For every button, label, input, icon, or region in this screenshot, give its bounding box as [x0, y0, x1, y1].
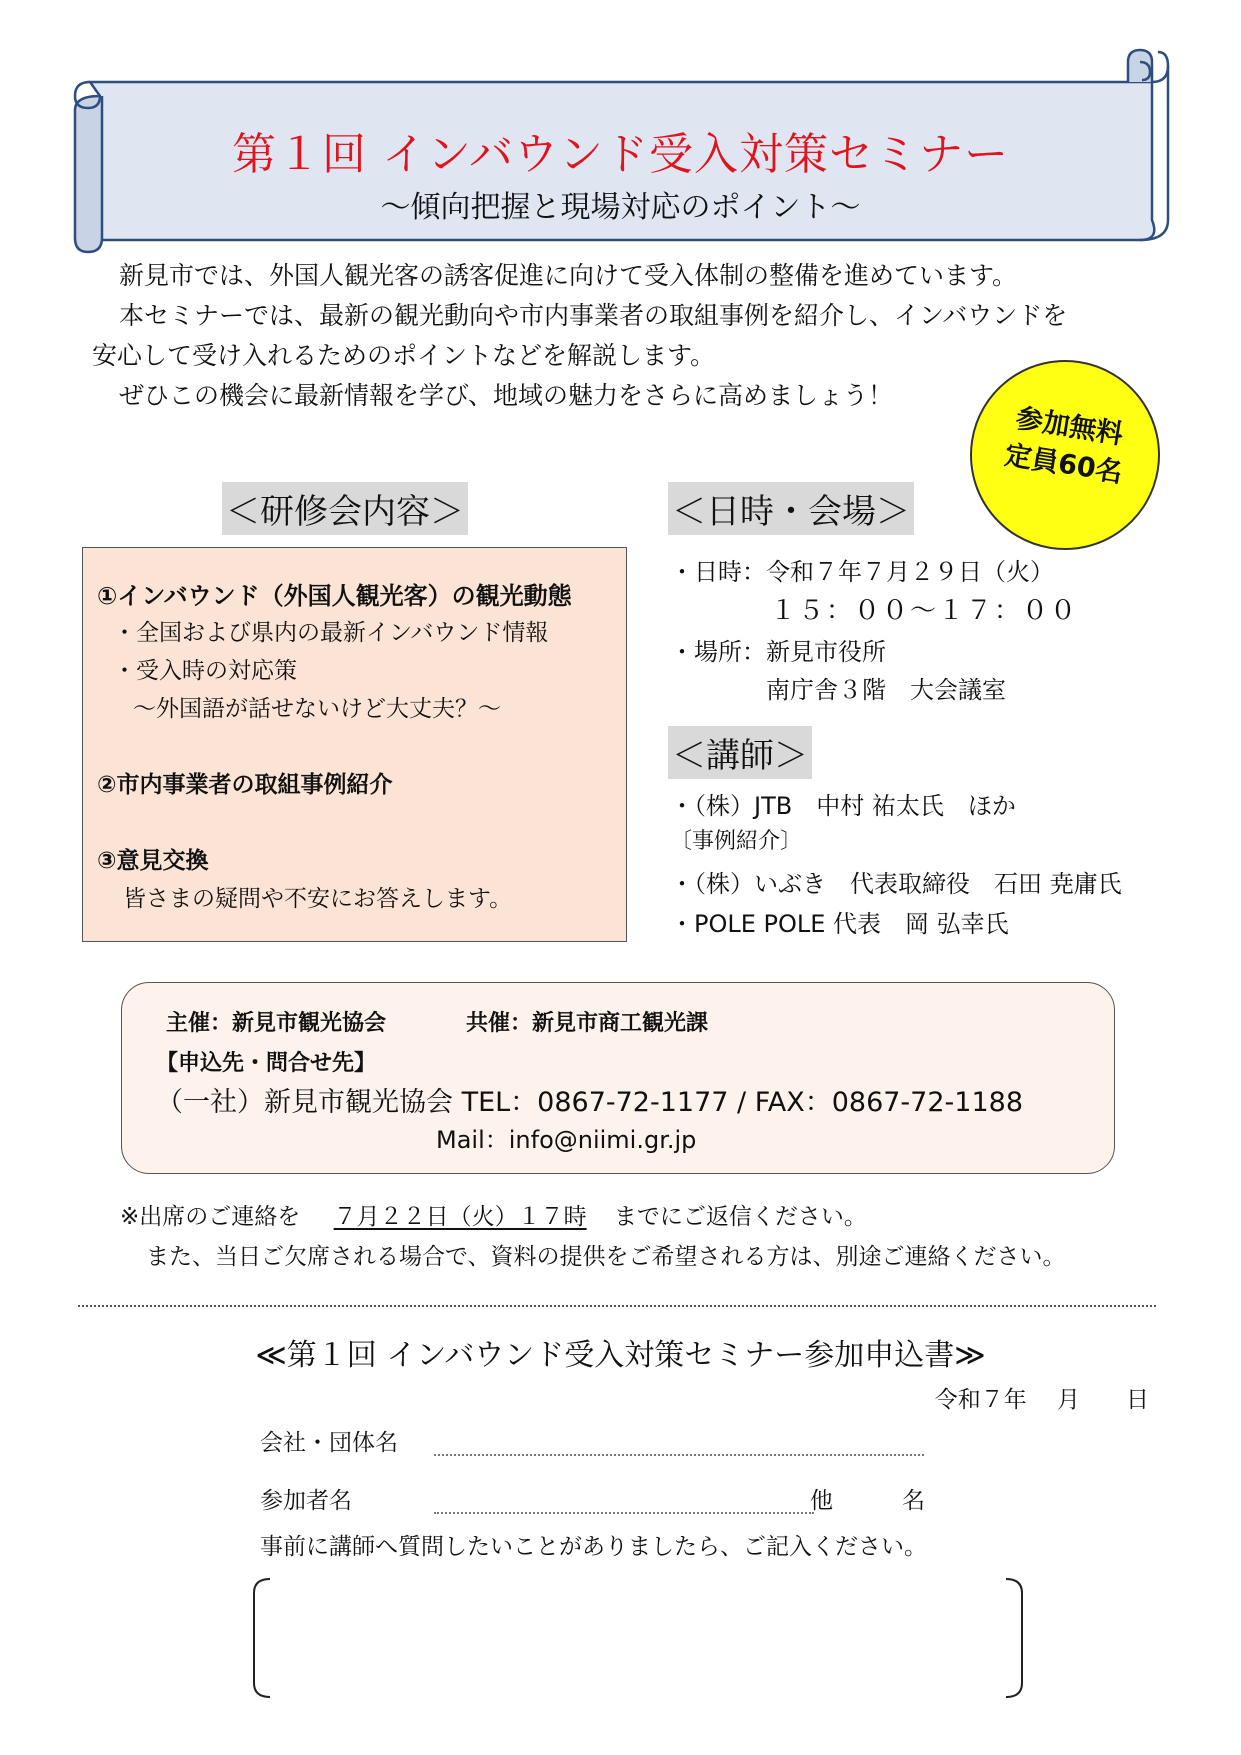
- intro-line-2: 本セミナーでは、最新の観光動向や市内事業者の取組事例を紹介し、インバウンドを: [119, 301, 1068, 330]
- rsvp-deadline: ７月２２日（火）１７時: [333, 1204, 587, 1230]
- badge-line-1: 参加無料: [1013, 403, 1126, 451]
- content-item-3-sub: 皆さまの疑問や不安にお答えします。: [123, 886, 513, 912]
- cohost-label: 共催：新見市商工観光課: [466, 1011, 709, 1036]
- intro-text: [92, 256, 1067, 416]
- content-item-3: ③意見交換: [97, 848, 209, 874]
- event-time: １５：００～１７：００: [770, 596, 1079, 626]
- others-count-label: 他 名: [810, 1488, 925, 1514]
- intro-line-4: ぜひこの機会に最新情報を学び、地域の魅力をさらに高めましょう！: [119, 381, 894, 410]
- rsvp-note-pre: ※出席のご連絡を: [120, 1204, 301, 1230]
- intro-line-1: 新見市では、外国人観光客の誘客促進に向けて受入体制の整備を進めています。: [119, 261, 1018, 290]
- form-title: ≪第１回 インバウンド受入対策セミナー参加申込書≫: [255, 1338, 986, 1373]
- datetime-section-heading: ＜日時・会場＞: [668, 482, 914, 535]
- company-input[interactable]: [434, 1454, 924, 1456]
- content-section-heading: ＜研修会内容＞: [222, 482, 468, 535]
- content-item-1-sub-3: ～外国語が話せないけど大丈夫？～: [133, 696, 501, 722]
- participant-label: 参加者名: [260, 1488, 352, 1514]
- intro-line-3: 安心して受け入れるためのポイントなどを解説します。: [92, 341, 716, 370]
- content-item-1-sub-2: ・受入時の対応策: [113, 658, 297, 684]
- participant-input[interactable]: [434, 1512, 814, 1514]
- form-date: 令和７年 月 日: [934, 1387, 1149, 1413]
- lecturer-section-heading: ＜講師＞: [668, 726, 812, 779]
- badge-line-2: 定員60名: [1002, 439, 1125, 489]
- absence-note: また、当日ご欠席される場合で、資料の提供をご希望される方は、別途ご連絡ください。: [146, 1244, 1066, 1270]
- rsvp-note-post: までにご返信ください。: [613, 1204, 867, 1230]
- case-study-label: 〔事例紹介〕: [670, 829, 803, 854]
- host-label: 主催：新見市観光協会: [166, 1011, 387, 1036]
- contact-mail[interactable]: Mail：info@niimi.gr.jp: [436, 1126, 697, 1154]
- event-room: 南庁舎３階 大会議室: [766, 676, 1006, 704]
- question-input-area[interactable]: [248, 1577, 1028, 1699]
- lecturer-1: ・（株）JTB 中村 祐太氏 ほか: [670, 792, 1016, 820]
- question-label: 事前に講師へ質問したいことがありましたら、ご記入ください。: [260, 1534, 927, 1560]
- event-date: ・日時：令和７年７月２９日（火）: [670, 558, 1054, 586]
- seminar-content-box: [82, 547, 627, 942]
- page-title: 第１回 インバウンド受入対策セミナー: [232, 129, 1009, 180]
- company-label: 会社・団体名: [260, 1430, 398, 1456]
- content-item-2: ②市内事業者の取組事例紹介: [97, 772, 393, 798]
- contact-heading: 【申込先・問合せ先】: [156, 1051, 377, 1076]
- lecturer-3: ・POLE POLE 代表 岡 弘幸氏: [670, 910, 1009, 938]
- content-item-1: ①インバウンド（外国人観光客）の観光動態: [97, 582, 572, 610]
- lecturer-2: ・（株）いぶき 代表取締役 石田 尭庸氏: [670, 870, 1122, 898]
- contact-phone-fax: （一社）新見市観光協会 TEL：0867-72-1177 / FAX：0867-72-1188: [156, 1087, 1023, 1118]
- cut-line: [78, 1305, 1156, 1307]
- page-subtitle: ～傾向把握と現場対応のポイント～: [380, 190, 861, 225]
- event-place: ・場所：新見市役所: [670, 638, 886, 666]
- rsvp-note: [120, 1198, 867, 1231]
- content-item-1-sub-1: ・全国および県内の最新インバウンド情報: [113, 620, 549, 646]
